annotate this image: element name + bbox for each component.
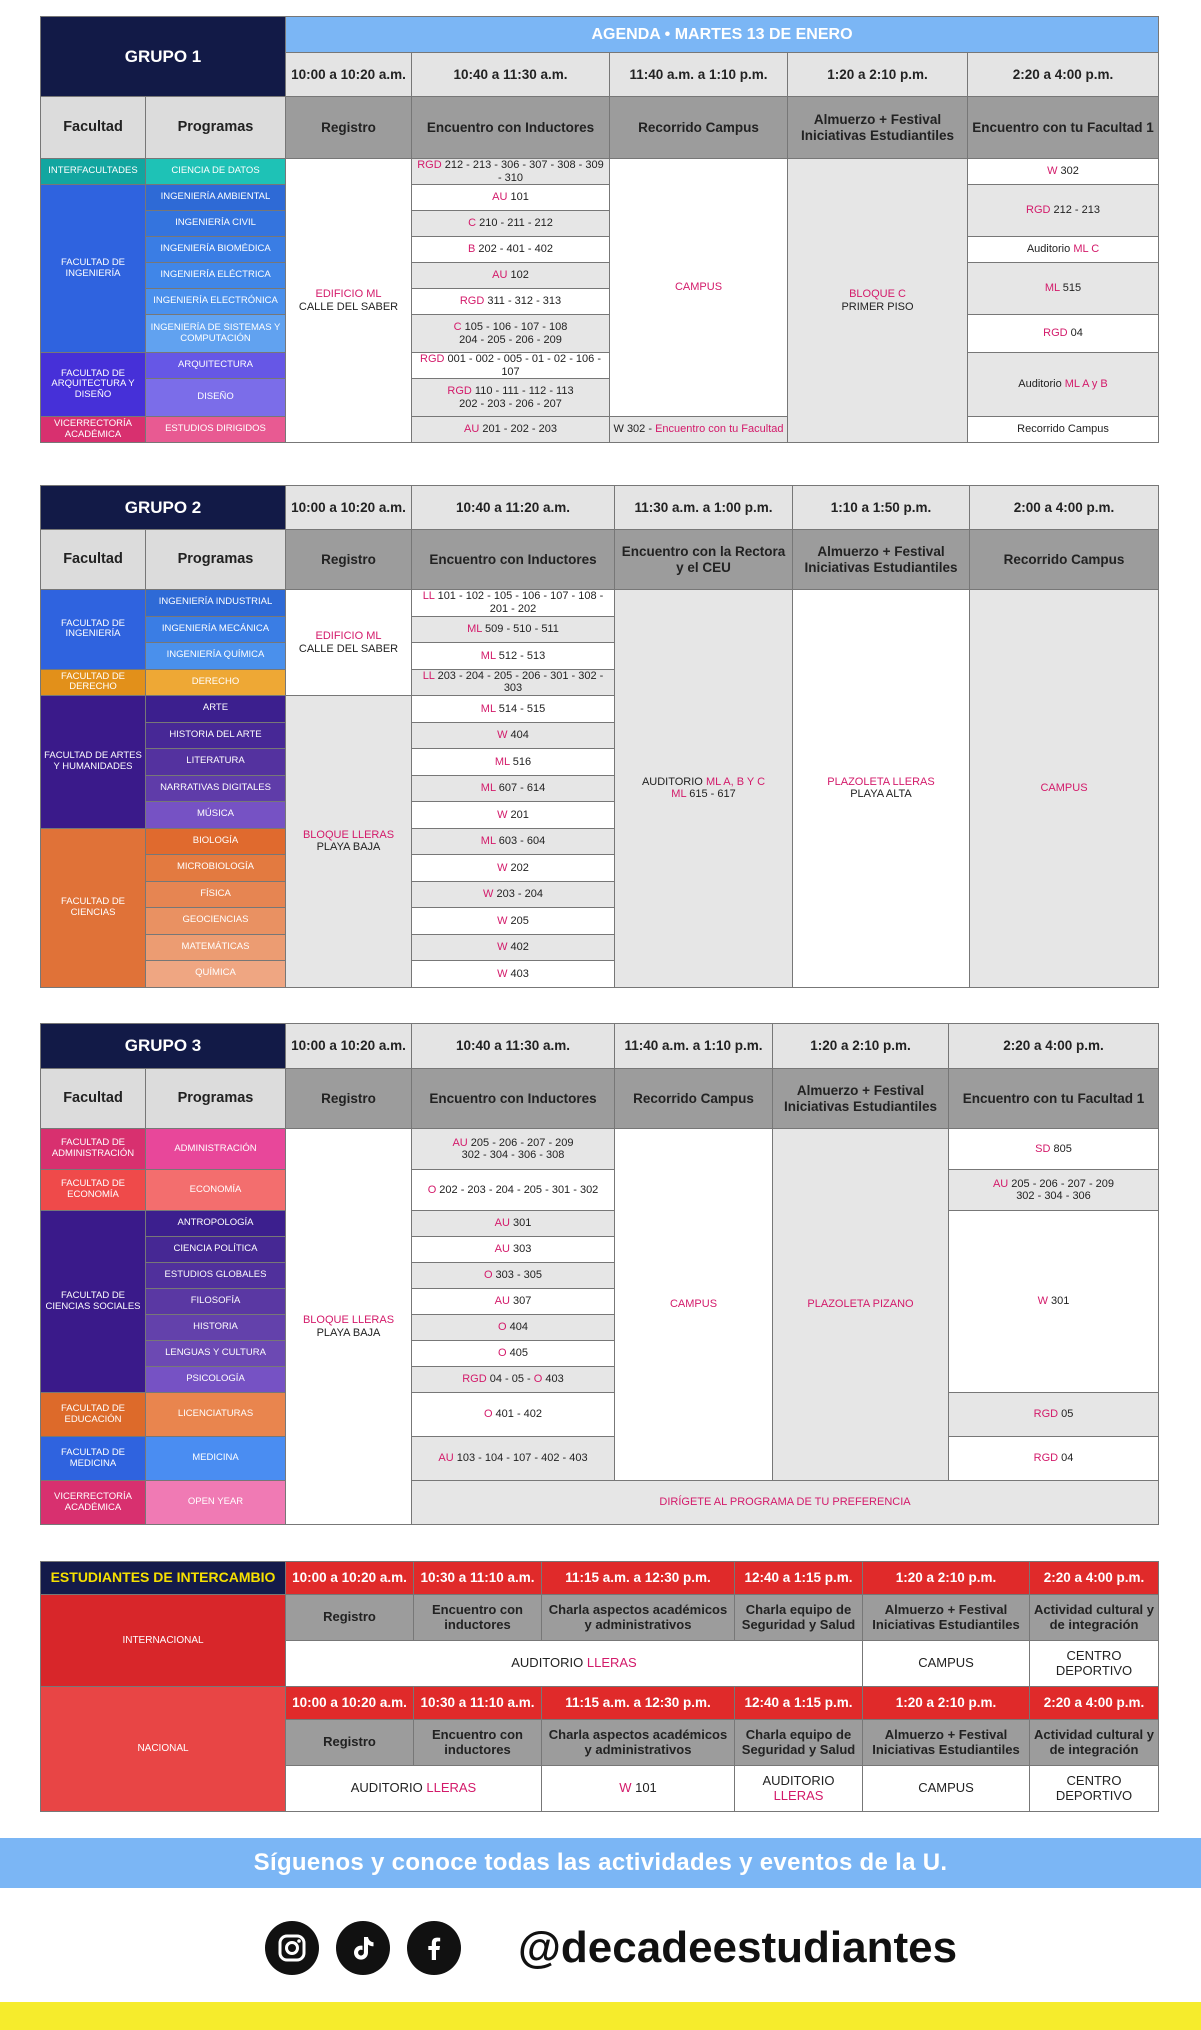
- yellow-bar: [0, 2002, 1201, 2030]
- activity-header: Actividad cultural y de integración: [1030, 1595, 1159, 1641]
- program-label: FÍSICA: [146, 881, 286, 908]
- activity-header: Actividad cultural y de integración: [1030, 1720, 1159, 1766]
- inductor-room: AU 303: [412, 1237, 615, 1263]
- inductor-room: W 201: [412, 802, 615, 829]
- time-slot: 11:15 a.m. a 12:30 p.m.: [542, 1687, 735, 1720]
- activity-header: Almuerzo + Festival Iniciativas Estudiantiles: [788, 97, 968, 159]
- faculty-label: FACULTAD DE ARTES Y HUMANIDADES: [41, 696, 146, 829]
- inductor-room: C 210 - 211 - 212: [412, 211, 610, 237]
- nacional-campus: CAMPUS: [863, 1766, 1030, 1812]
- activity-header: Recorrido Campus: [610, 97, 788, 159]
- inductor-room: W 205: [412, 908, 615, 935]
- program-label: MEDICINA: [146, 1437, 286, 1481]
- program-label: INGENIERÍA ELECTRÓNICA: [146, 289, 286, 315]
- inductor-room: O 404: [412, 1315, 615, 1341]
- time-slot: 10:40 a 11:30 a.m.: [412, 1024, 615, 1069]
- faculty-label: FACULTAD DE CIENCIAS: [41, 828, 146, 987]
- program-label: DERECHO: [146, 669, 286, 696]
- activity-header: Encuentro con la Rectora y el CEU: [615, 530, 793, 590]
- inductor-room: LL 203 - 204 - 205 - 206 - 301 - 302 - 303: [412, 669, 615, 696]
- program-label: MICROBIOLOGÍA: [146, 855, 286, 882]
- time-slot: 2:20 a 4:00 p.m.: [1030, 1687, 1159, 1720]
- inductor-room: ML 516: [412, 749, 615, 776]
- faculty-label: VICERRECTORÍA ACADÉMICA: [41, 1481, 146, 1525]
- time-slot: 11:15 a.m. a 12:30 p.m.: [542, 1562, 735, 1595]
- program-label: INGENIERÍA ELÉCTRICA: [146, 263, 286, 289]
- tiktok-icon[interactable]: [336, 1921, 390, 1975]
- time-slot: 10:00 a 10:20 a.m.: [286, 1024, 412, 1069]
- nacional-deportivo: CENTRO DEPORTIVO: [1030, 1766, 1159, 1812]
- recorrido-w302: W 302 - Encuentro con tu Facultad: [610, 417, 788, 443]
- activity-header: Registro: [286, 97, 412, 159]
- internacional-auditorio: AUDITORIO LLERAS: [286, 1641, 863, 1687]
- header-programas: Programas: [146, 97, 286, 159]
- time-slot: 12:40 a 1:15 p.m.: [735, 1687, 863, 1720]
- time-slot: 1:20 a 2:10 p.m.: [863, 1562, 1030, 1595]
- instagram-icon[interactable]: [265, 1921, 319, 1975]
- intercambio-title: ESTUDIANTES DE INTERCAMBIO: [41, 1562, 286, 1595]
- activity-header: Recorrido Campus: [615, 1069, 773, 1129]
- faculty-label: FACULTAD DE INGENIERÍA: [41, 185, 146, 353]
- inductor-room: W 202: [412, 855, 615, 882]
- nacional-w101: W 101: [542, 1766, 735, 1812]
- group-title: GRUPO 3: [41, 1024, 286, 1069]
- inductor-room: AU 101: [412, 185, 610, 211]
- open-year-note: DIRÍGETE AL PROGRAMA DE TU PREFERENCIA: [412, 1481, 1159, 1525]
- faculty-label: FACULTAD DE INGENIERÍA: [41, 590, 146, 670]
- time-slot: 2:20 a 4:00 p.m.: [968, 53, 1159, 97]
- program-label: MATEMÁTICAS: [146, 934, 286, 961]
- activity-header: Almuerzo + Festival Iniciativas Estudiantiles: [863, 1595, 1030, 1641]
- program-label: ARQUITECTURA: [146, 353, 286, 379]
- program-label: DISEÑO: [146, 379, 286, 417]
- time-slot: 2:20 a 4:00 p.m.: [1030, 1562, 1159, 1595]
- activity-header: Almuerzo + Festival Iniciativas Estudiantiles: [863, 1720, 1030, 1766]
- program-label: HISTORIA DEL ARTE: [146, 722, 286, 749]
- activity-header: Registro: [286, 530, 412, 590]
- activity-header: Encuentro con Inductores: [412, 1069, 615, 1129]
- social-row: [265, 1918, 957, 1978]
- faculty-label: VICERRECTORÍA ACADÉMICA: [41, 417, 146, 443]
- inductor-room: O 303 - 305: [412, 1263, 615, 1289]
- program-label: CIENCIA POLÍTICA: [146, 1237, 286, 1263]
- facultad-room: W 302: [968, 159, 1159, 185]
- time-slot: 1:20 a 2:10 p.m.: [788, 53, 968, 97]
- program-label: INGENIERÍA BIOMÉDICA: [146, 237, 286, 263]
- inductor-room: ML 512 - 513: [412, 643, 615, 670]
- program-label: LICENCIATURAS: [146, 1393, 286, 1437]
- inductor-room: ML 509 - 510 - 511: [412, 616, 615, 643]
- activity-header: Encuentro con tu Facultad 1: [949, 1069, 1159, 1129]
- activity-header: Charla aspectos académicos y administrativos: [542, 1595, 735, 1641]
- faculty-label: FACULTAD DE ARQUITECTURA Y DISEÑO: [41, 353, 146, 417]
- recorrido-location: CAMPUS: [970, 590, 1159, 988]
- program-label: ESTUDIOS GLOBALES: [146, 1263, 286, 1289]
- internacional-label: INTERNACIONAL: [41, 1595, 286, 1687]
- time-slot: 10:30 a 11:10 a.m.: [414, 1687, 542, 1720]
- program-label: INGENIERÍA CIVIL: [146, 211, 286, 237]
- program-label: NARRATIVAS DIGITALES: [146, 775, 286, 802]
- almuerzo-location: PLAZOLETA LLERAS PLAYA ALTA: [793, 590, 970, 988]
- time-slot: 10:00 a 10:20 a.m.: [286, 1687, 414, 1720]
- inductor-room: W 402: [412, 934, 615, 961]
- activity-header: Registro: [286, 1069, 412, 1129]
- facultad-room: Auditorio ML C: [968, 237, 1159, 263]
- registro-location: EDIFICIO ML CALLE DEL SABER: [286, 590, 412, 696]
- activity-header: Encuentro con inductores: [414, 1720, 542, 1766]
- header-facultad: Facultad: [41, 97, 146, 159]
- faculty-label: FACULTAD DE ADMINISTRACIÓN: [41, 1129, 146, 1170]
- program-label: FILOSOFÍA: [146, 1289, 286, 1315]
- registro-location: BLOQUE LLERAS PLAYA BAJA: [286, 1129, 412, 1525]
- activity-header: Encuentro con Inductores: [412, 530, 615, 590]
- time-slot: 1:10 a 1:50 p.m.: [793, 486, 970, 530]
- time-slot: 2:20 a 4:00 p.m.: [949, 1024, 1159, 1069]
- program-label: MÚSICA: [146, 802, 286, 829]
- nacional-label: NACIONAL: [41, 1687, 286, 1812]
- time-slot: 2:00 a 4:00 p.m.: [970, 486, 1159, 530]
- facultad-room: RGD 04: [968, 315, 1159, 353]
- header-facultad: Facultad: [41, 1069, 146, 1129]
- inductor-room: AU 103 - 104 - 107 - 402 - 403: [412, 1437, 615, 1481]
- program-label: INGENIERÍA MECÁNICA: [146, 616, 286, 643]
- activity-header: Registro: [286, 1595, 414, 1641]
- activity-header: Encuentro con tu Facultad 1: [968, 97, 1159, 159]
- recorrido-location: CAMPUS: [615, 1129, 773, 1481]
- activity-header: Encuentro con inductores: [414, 1595, 542, 1641]
- time-slot: 1:20 a 2:10 p.m.: [773, 1024, 949, 1069]
- inductor-room: RGD 04 - 05 - O 403: [412, 1367, 615, 1393]
- program-label: ESTUDIOS DIRIGIDOS: [146, 417, 286, 443]
- activity-header: Charla equipo de Seguridad y Salud: [735, 1595, 863, 1641]
- facultad-room: W 301: [949, 1211, 1159, 1393]
- inductor-room: W 403: [412, 961, 615, 988]
- agenda-title: AGENDA • MARTES 13 DE ENERO: [286, 17, 1159, 53]
- activity-header: Recorrido Campus: [970, 530, 1159, 590]
- program-label: ANTROPOLOGÍA: [146, 1211, 286, 1237]
- program-label: LENGUAS Y CULTURA: [146, 1341, 286, 1367]
- almuerzo-location: BLOQUE C PRIMER PISO: [788, 159, 968, 443]
- group-title: GRUPO 2: [41, 486, 286, 530]
- time-slot: 11:40 a.m. a 1:10 p.m.: [615, 1024, 773, 1069]
- faculty-label: INTERFACULTADES: [41, 159, 146, 185]
- faculty-label: FACULTAD DE CIENCIAS SOCIALES: [41, 1211, 146, 1393]
- inductor-room: C 105 - 106 - 107 - 108 204 - 205 - 206 - 209: [412, 315, 610, 353]
- recorrido-location: CAMPUS: [610, 159, 788, 417]
- rectora-location: AUDITORIO ML A, B Y C ML 615 - 617: [615, 590, 793, 988]
- program-label: GEOCIENCIAS: [146, 908, 286, 935]
- program-label: PSICOLOGÍA: [146, 1367, 286, 1393]
- internacional-deportivo: CENTRO DEPORTIVO: [1030, 1641, 1159, 1687]
- header-programas: Programas: [146, 1069, 286, 1129]
- footer-band: Síguenos y conoce todas las actividades y eventos de la U.: [0, 1838, 1201, 1888]
- nacional-auditorio: AUDITORIO LLERAS: [286, 1766, 542, 1812]
- time-slot: 1:20 a 2:10 p.m.: [863, 1687, 1030, 1720]
- registro-location: EDIFICIO ML CALLE DEL SABER: [286, 159, 412, 443]
- inductor-room: AU 201 - 202 - 203: [412, 417, 610, 443]
- program-label: INGENIERÍA AMBIENTAL: [146, 185, 286, 211]
- program-label: ADMINISTRACIÓN: [146, 1129, 286, 1170]
- inductor-room: ML 514 - 515: [412, 696, 615, 723]
- activity-header: Registro: [286, 1720, 414, 1766]
- inductor-room: RGD 212 - 213 - 306 - 307 - 308 - 309 - 310: [412, 159, 610, 185]
- inductor-room: B 202 - 401 - 402: [412, 237, 610, 263]
- registro-location: BLOQUE LLERAS PLAYA BAJA: [286, 696, 412, 988]
- group-3-table: [40, 1023, 1159, 1525]
- facultad-room: RGD 212 - 213: [968, 185, 1159, 237]
- time-slot: 11:40 a.m. a 1:10 p.m.: [610, 53, 788, 97]
- inductor-room: RGD 110 - 111 - 112 - 113 202 - 203 - 206 - 207: [412, 379, 610, 417]
- program-label: CIENCIA DE DATOS: [146, 159, 286, 185]
- program-label: ECONOMÍA: [146, 1170, 286, 1211]
- nacional-auditorio-2: AUDITORIO LLERAS: [735, 1766, 863, 1812]
- inductor-room: W 203 - 204: [412, 881, 615, 908]
- time-slot: 10:00 a 10:20 a.m.: [286, 1562, 414, 1595]
- program-label: LITERATURA: [146, 749, 286, 776]
- time-slot: 10:30 a 11:10 a.m.: [414, 1562, 542, 1595]
- activity-header: Encuentro con Inductores: [412, 97, 610, 159]
- inductor-room: AU 102: [412, 263, 610, 289]
- header-facultad: Facultad: [41, 530, 146, 590]
- program-label: ARTE: [146, 696, 286, 723]
- faculty-label: FACULTAD DE EDUCACIÓN: [41, 1393, 146, 1437]
- time-slot: 11:30 a.m. a 1:00 p.m.: [615, 486, 793, 530]
- social-handle[interactable]: @decadeestudiantes: [518, 1923, 958, 1972]
- inductor-room: O 405: [412, 1341, 615, 1367]
- inductor-room: AU 307: [412, 1289, 615, 1315]
- inductor-room: W 404: [412, 722, 615, 749]
- facultad-room: SD 805: [949, 1129, 1159, 1170]
- time-slot: 12:40 a 1:15 p.m.: [735, 1562, 863, 1595]
- facultad-room: RGD 04: [949, 1437, 1159, 1481]
- program-label: BIOLOGÍA: [146, 828, 286, 855]
- activity-header: Charla equipo de Seguridad y Salud: [735, 1720, 863, 1766]
- inductor-room: AU 301: [412, 1211, 615, 1237]
- inductor-room: AU 205 - 206 - 207 - 209 302 - 304 - 306 - 308: [412, 1129, 615, 1170]
- header-programas: Programas: [146, 530, 286, 590]
- inductor-room: O 202 - 203 - 204 - 205 - 301 - 302: [412, 1170, 615, 1211]
- program-label: INGENIERÍA DE SISTEMAS Y COMPUTACIÓN: [146, 315, 286, 353]
- program-label: INGENIERÍA INDUSTRIAL: [146, 590, 286, 617]
- activity-header: Charla aspectos académicos y administrativos: [542, 1720, 735, 1766]
- program-label: QUÍMICA: [146, 961, 286, 988]
- inductor-room: O 401 - 402: [412, 1393, 615, 1437]
- time-slot: 10:00 a 10:20 a.m.: [286, 486, 412, 530]
- group-2-table: [40, 485, 1159, 988]
- group-1-table: [40, 16, 1159, 443]
- activity-header: Almuerzo + Festival Iniciativas Estudiantiles: [773, 1069, 949, 1129]
- inductor-room: RGD 001 - 002 - 005 - 01 - 02 - 106 - 107: [412, 353, 610, 379]
- facebook-icon[interactable]: [407, 1921, 461, 1975]
- inductor-room: ML 603 - 604: [412, 828, 615, 855]
- facultad-room: RGD 05: [949, 1393, 1159, 1437]
- facultad-room: Auditorio ML A y B: [968, 353, 1159, 417]
- program-label: HISTORIA: [146, 1315, 286, 1341]
- program-label: INGENIERÍA QUÍMICA: [146, 643, 286, 670]
- group-title: GRUPO 1: [41, 17, 286, 97]
- inductor-room: LL 101 - 102 - 105 - 106 - 107 - 108 - 201 - 202: [412, 590, 615, 617]
- activity-header: Almuerzo + Festival Iniciativas Estudiantiles: [793, 530, 970, 590]
- program-label: OPEN YEAR: [146, 1481, 286, 1525]
- inductor-room: RGD 311 - 312 - 313: [412, 289, 610, 315]
- intercambio-table: [40, 1561, 1159, 1812]
- time-slot: 10:00 a 10:20 a.m.: [286, 53, 412, 97]
- almuerzo-location: PLAZOLETA PIZANO: [773, 1129, 949, 1481]
- faculty-label: FACULTAD DE DERECHO: [41, 669, 146, 696]
- inductor-room: ML 607 - 614: [412, 775, 615, 802]
- internacional-campus: CAMPUS: [863, 1641, 1030, 1687]
- faculty-label: FACULTAD DE MEDICINA: [41, 1437, 146, 1481]
- facultad-room: Recorrido Campus: [968, 417, 1159, 443]
- facultad-room: ML 515: [968, 263, 1159, 315]
- faculty-label: FACULTAD DE ECONOMÍA: [41, 1170, 146, 1211]
- time-slot: 10:40 a 11:30 a.m.: [412, 53, 610, 97]
- time-slot: 10:40 a 11:20 a.m.: [412, 486, 615, 530]
- facultad-room: AU 205 - 206 - 207 - 209 302 - 304 - 306: [949, 1170, 1159, 1211]
